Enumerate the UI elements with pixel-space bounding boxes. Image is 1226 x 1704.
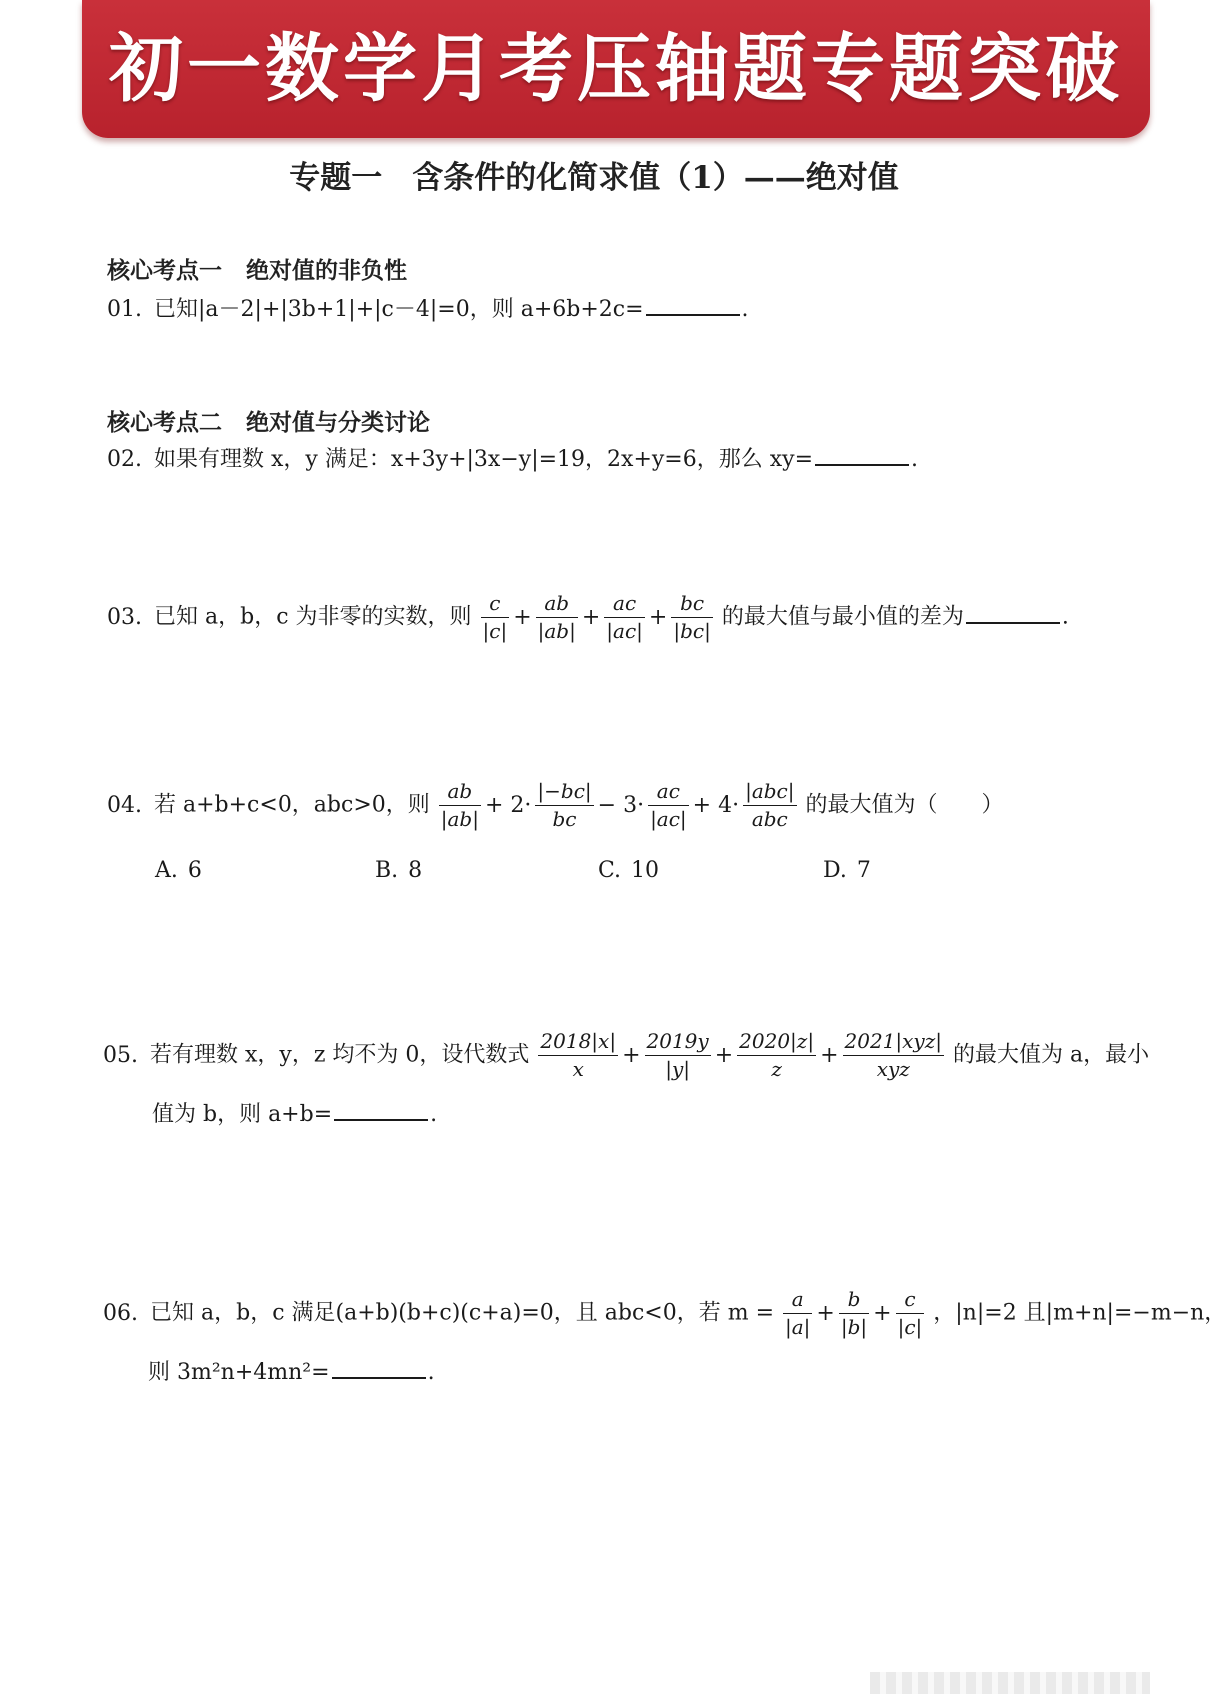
fraction: $\frac{ac}{|ac|}$: [650, 779, 687, 831]
fraction: $\frac{ac}{|ac|}$: [606, 591, 643, 643]
fraction: $\frac{c}{|c|}$: [482, 591, 508, 643]
subtitle: [0, 152, 1188, 197]
question-06: 06. 已知 a，b，c 满足(a+b)(b+c)(c+a)=0，且 abc<0，若 m = $\frac{a}{|a|}$ + $\frac{b}{|b|}$ + $\frac{c}{|c|}$ ，|n|=2 且|m+n|=−m−n，: [103, 1287, 1226, 1339]
question-text: 如果有理数 x，y 满足：x+3y+|3x−y|=19，2x+y=6，那么 xy=: [154, 447, 814, 472]
fraction: $\frac{bc}{|bc|}$: [673, 591, 711, 643]
section-heading-1: 核心考点一 绝对值的非负性: [107, 257, 407, 284]
question-text: 已知|a－2|+|3b+1|+|c－4|=0，则 a+6b+2c=: [154, 297, 644, 322]
question-text: 已知 a，b，c 满足(a+b)(b+c)(c+a)=0，且 abc<0，若 m =: [150, 1300, 775, 1326]
subtitle-text: 含条件的化简求值（1）——绝对值: [412, 160, 899, 196]
answer-blank[interactable]: [815, 446, 909, 466]
question-06-line-2: 则 3m²n+4mn²= .: [148, 1360, 435, 1385]
fraction: $\frac{a}{|a|}$: [785, 1287, 811, 1339]
question-01: 01. 已知|a－2|+|3b+1|+|c－4|=0，则 a+6b+2c= .: [107, 297, 749, 322]
question-text: 若 a+b+c<0，abc>0，则: [154, 792, 430, 818]
question-text: 已知 a，b，c 为非零的实数，则: [154, 604, 472, 630]
question-04: 04. 若 a+b+c<0，abc>0，则 $\frac{ab}{|ab|}$ + 2· $\frac{|-bc|}{bc}$ − 3· $\frac{ac}{|ac|}$ + 4· $\frac{\text{|abc|}}{\text{abc}}$ 的最大值为（ ）: [107, 779, 1004, 831]
question-05-line-2: 值为 b，则 a+b= .: [152, 1102, 438, 1127]
subtitle-topic: 专题一: [289, 160, 383, 196]
fraction: $\frac{\text{|abc|}}{\text{abc}}$: [745, 779, 795, 831]
fraction: $\frac{ab}{|ab|}$: [440, 779, 479, 831]
question-05: 05. 若有理数 x，y，z 均不为 0，设代数式 $\frac{2018|x|}{x}$ + $\frac{2019y}{|y|}$ + $\frac{2020|z|}{z}$ + $\frac{\text{2021|xyz|}}{\text{xyz}}$ 的最大值为 a，最小: [103, 1029, 1150, 1081]
fraction: $\frac{2018|x|}{x}$: [540, 1029, 617, 1081]
question-text: 若有理数 x，y，z 均不为 0，设代数式: [150, 1042, 530, 1068]
option-c[interactable]: C. 10: [598, 858, 660, 883]
option-a[interactable]: A. 6: [155, 858, 202, 883]
title-banner: [82, 0, 1150, 138]
question-02: 02. 如果有理数 x，y 满足：x+3y+|3x−y|=19，2x+y=6，那么 xy= .: [107, 447, 919, 472]
fraction: $\frac{b}{|b|}$: [840, 1287, 868, 1339]
fraction: $\frac{2020|z|}{z}$: [739, 1029, 815, 1081]
answer-blank[interactable]: [646, 296, 740, 316]
option-d[interactable]: D. 7: [823, 858, 871, 883]
fraction: $\frac{2019y}{|y|}$: [646, 1029, 709, 1081]
answer-blank[interactable]: [966, 604, 1060, 624]
answer-blank[interactable]: [334, 1101, 428, 1121]
section-heading-2: 核心考点二 绝对值与分类讨论: [107, 409, 430, 436]
option-b[interactable]: B. 8: [375, 858, 423, 883]
fraction: $\frac{|-bc|}{bc}$: [537, 779, 592, 831]
fraction: $\frac{ab}{|ab|}$: [537, 591, 576, 643]
fraction: $\frac{c}{|c|}$: [897, 1287, 923, 1339]
fraction: $\frac{\text{2021|xyz|}}{\text{xyz}}$: [844, 1029, 942, 1081]
scan-artifact: [870, 1672, 1150, 1694]
answer-blank[interactable]: [332, 1359, 426, 1379]
page-title: 初一数学月考压轴题专题突破: [109, 26, 1123, 112]
question-03: 03. 已知 a，b，c 为非零的实数，则 $\frac{c}{|c|}$ + $\frac{ab}{|ab|}$ + $\frac{ac}{|ac|}$ + $\frac{bc}{|bc|}$ 的最大值与最小值的差为 .: [107, 591, 1069, 643]
